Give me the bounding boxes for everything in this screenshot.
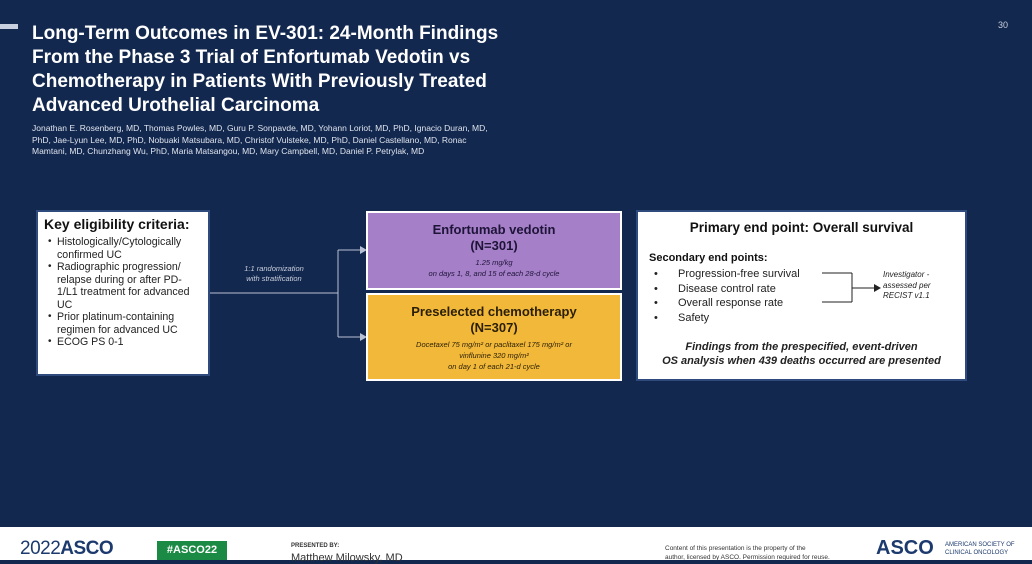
society-name [945,542,1025,557]
secondary-heading: Secondary end points: [649,252,768,264]
eligibility-item: • Histologically/Cytologically confirmed UC [48,236,202,261]
arm-name: Enfortumab vedotin [432,222,556,237]
hashtag-badge: #ASCO22 [157,541,227,560]
findings-line: Findings from the prespecified, event-driven [685,341,918,353]
conference-brand [20,538,113,560]
arm-dosing [368,257,620,279]
eligibility-item: • Prior platinum-containing regimen for advanced UC [48,311,202,336]
notice-line: Content of this presentation is the property of the [665,545,806,552]
society-line: CLINICAL ONCOLOGY [945,549,1009,556]
arm-preselected-chemotherapy [366,293,622,381]
secondary-item: • Progression-free survival [654,267,800,282]
findings-line: OS analysis when 439 deaths occurred are presented [662,355,941,367]
secondary-item: • Disease control rate [654,282,800,297]
notice-line: author, licensed by ASCO. Permission required for reuse. [665,553,830,561]
arrowhead-icon [874,284,881,292]
presented-by-label: PRESENTED BY: [291,543,340,549]
primary-endpoint: Primary end point: Overall survival [689,220,914,235]
secondary-item: • Overall response rate [654,296,800,311]
secondary-item: • Safety [654,311,800,326]
copyright-notice [665,545,865,562]
assessment-line: Investigator - [883,270,930,279]
slide-number: 30 [997,20,1008,30]
asco-logo: ASCO [876,537,934,559]
presenter-name: Matthew Milowsky, MD [291,552,403,564]
eligibility-item: • ECOG PS 0-1 [48,336,202,349]
title-line: Advanced Urothelial Carcinoma [32,95,320,116]
dosing-line: Docetaxel 75 mg/m² or paclitaxel 175 mg/m² or [416,340,572,349]
assessment-line: assessed per [883,280,931,290]
arm-sample-size: (N=301) [470,238,518,253]
author-line: Mamtani, MD, Chunzhang Wu, PhD, Maria Matsangou, MD, Mary Campbell, MD, Daniel P. Petrylak, MD [32,146,425,156]
randomization-label [228,264,320,284]
randomization-line: with stratification [246,274,302,283]
dosing-line: vinflunine 320 mg/m² [459,351,529,360]
society-line: AMERICAN SOCIETY OF [945,542,1015,548]
title-line: Chemotherapy in Patients With Previously Treated [32,71,487,92]
footer-bar [0,527,1032,564]
assessment-line: RECIST v1.1 [883,291,930,300]
dosing-line: on days 1, 8, and 15 of each 28-d cycle [428,269,560,278]
conference-year: 2022 [20,538,61,559]
assessment-note [883,270,931,302]
randomization-line: 1:1 randomization [244,264,304,273]
arm-dosing [368,339,620,372]
eligibility-heading: Key eligibility criteria: [44,216,190,232]
title-line: Long-Term Outcomes in EV-301: 24-Month Findings [32,23,499,44]
endpoints-box [636,210,967,381]
arm-name: Preselected chemotherapy [411,304,577,319]
title-line: From the Phase 3 Trial of Enfortumab Vedotin vs [32,47,471,68]
dosing-line: on day 1 of each 21-d cycle [448,362,540,371]
eligibility-item: • Radiographic progression/ relapse during or after PD-1/L1 treatment for advanced UC [48,261,202,311]
arm-sample-size: (N=307) [470,320,518,335]
arm-enfortumab-vedotin [366,211,622,290]
author-line: Jonathan E. Rosenberg, MD, Thomas Powles, MD, Guru P. Sonpavde, MD, Yohann Loriot, MD, PhD, Ignacio Duran, MD, [32,123,488,133]
dosing-line: 1.25 mg/kg [475,258,513,267]
findings-note [638,340,965,368]
author-line: PhD, Jae-Lyun Lee, MD, PhD, Nobuaki Matsubara, MD, Christof Vulsteke, MD, PhD, Daniel Castellano, MD, Ronac [32,134,467,145]
conference-name: ASCO [60,538,114,559]
